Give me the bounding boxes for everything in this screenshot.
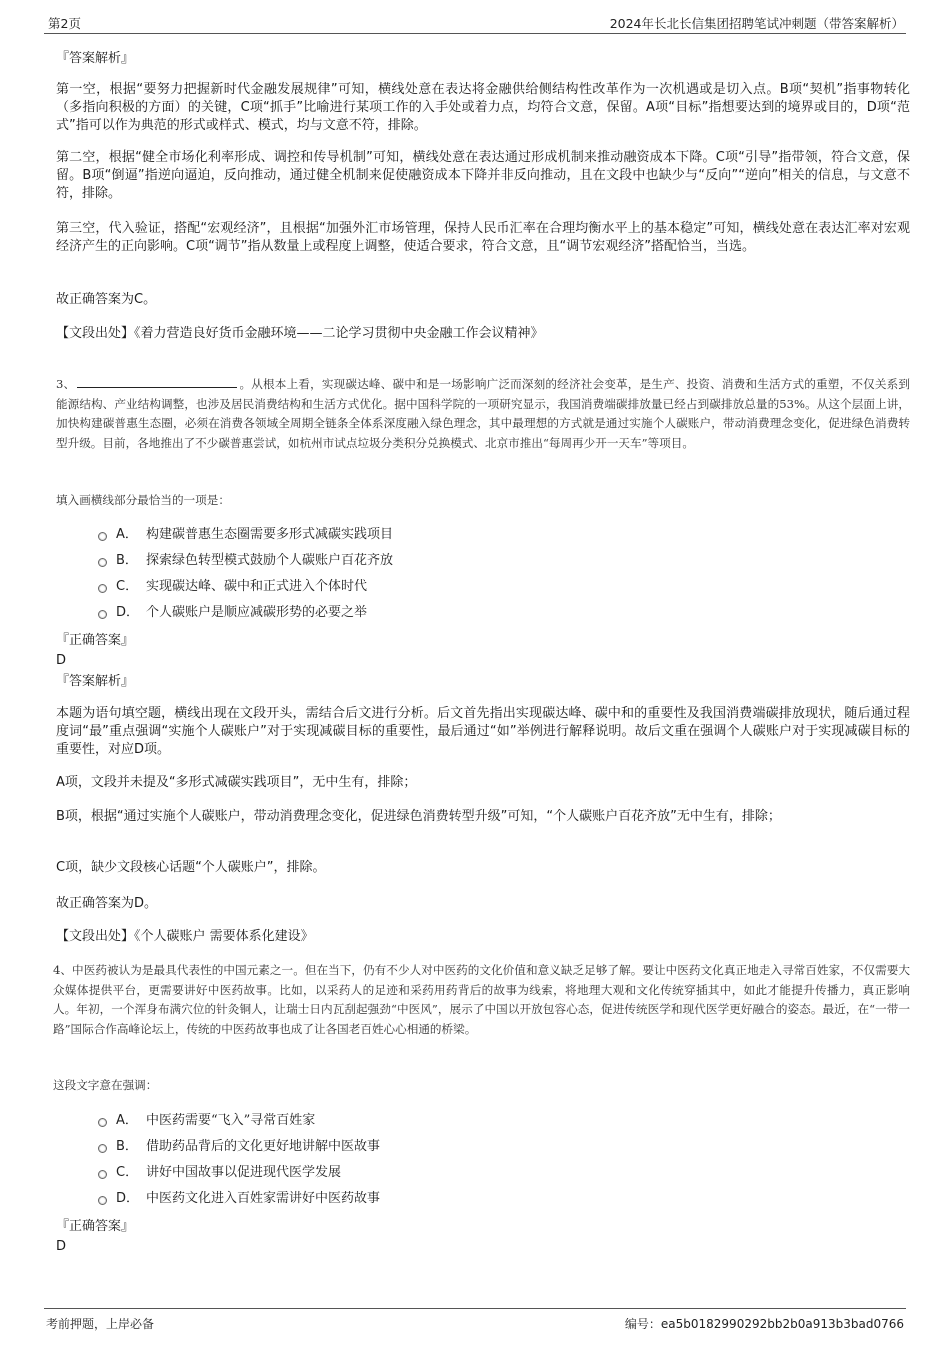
q3-stem-text: 。从根本上看，实现碳达峰、碳中和是一场影响广泛而深刻的经济社会变革，是生产、投资、消费和生活方式的重塑，不仅关系到能源结构、产业结构调整，也涉及居民消费结构和生活方式优化。据中国科学院的一项研究显示，我国消费端碳排放量已经占到碳排放总量的53%。从这个层面上讲，加快构建碳普惠生态圈，必须在消费各领域全周期全链条全体系深度融入绿色理念，其中最理想的方式就是通过实施个人碳账户，带动消费理念变化，促进绿色消费转型升级。目前，各地推出了不少碳普惠尝试，如杭州市试点垃圾分类积分兑换模式、北京市推出“每周再少开一天车”等项目。 bbox=[56, 377, 910, 450]
q3-prompt: 填入画横线部分最恰当的一项是： bbox=[56, 493, 230, 507]
radio-button-icon[interactable] bbox=[98, 532, 107, 541]
radio-button-icon[interactable] bbox=[98, 1118, 107, 1127]
q3-option-b[interactable] bbox=[56, 552, 910, 578]
radio-button-icon[interactable] bbox=[98, 1196, 107, 1205]
option-text: 探索绿色转型模式鼓励个人碳账户百花齐放 bbox=[146, 553, 394, 568]
q2-conclusion: 故正确答案为C。 bbox=[56, 292, 157, 307]
q4-answer-label: 『正确答案』 bbox=[56, 1219, 135, 1234]
document-title: 2024年长北长信集团招聘笔试冲刺题（带答案解析） bbox=[609, 16, 904, 31]
radio-button-icon[interactable] bbox=[98, 1144, 107, 1153]
radio-button-icon[interactable] bbox=[98, 610, 107, 619]
q3-analysis-para-4: C项，缺少文段核心话题“个人碳账户”，排除。 bbox=[56, 860, 326, 875]
q3-conclusion: 故正确答案为D。 bbox=[56, 896, 158, 911]
option-text: 借助药品背后的文化更好地讲解中医故事 bbox=[146, 1139, 381, 1154]
option-letter: A． bbox=[116, 527, 138, 542]
q3-answer-label: 『正确答案』 bbox=[56, 633, 135, 648]
radio-button-icon[interactable] bbox=[98, 1170, 107, 1179]
option-letter: B． bbox=[116, 1139, 138, 1154]
option-letter: A． bbox=[116, 1113, 138, 1128]
q3-stem bbox=[56, 374, 910, 453]
q2-analysis-para-2: 第二空，根据“健全市场化利率形成、调控和传导机制”可知，横线处意在表达通过形成机制来推动融资成本下降。C项“引导”指带领，符合文意，保留。B项“倒逼”指逆向逼迫，反向推动，通过健全机制来促使融资成本下降并非反向推动，且在文段中也缺少与“反向”“逆向”相关的信息，与文意不符，排除。 bbox=[56, 150, 910, 201]
option-text: 构建碳普惠生态圈需要多形式减碳实践项目 bbox=[146, 527, 394, 542]
q3-option-a[interactable] bbox=[56, 526, 910, 552]
option-text: 实现碳达峰、碳中和正式进入个体时代 bbox=[146, 579, 368, 594]
page-number: 第2页 bbox=[48, 16, 81, 31]
option-text: 讲好中国故事以促进现代医学发展 bbox=[146, 1165, 342, 1180]
q2-analysis-para-3: 第三空，代入验证，搭配“宏观经济”，且根据“加强外汇市场管理，保持人民币汇率在合理均衡水平上的基本稳定”可知，横线处意在表达汇率对宏观经济产生的正向影响。C项“调节”指从数量上或程度上调整，使适合要求，符合文意，且“调节宏观经济”搭配恰当，当选。 bbox=[56, 221, 910, 254]
document-id: 编号：ea5b0182990292bb2b0a913b3bad0766 bbox=[624, 1317, 904, 1331]
radio-button-icon[interactable] bbox=[98, 558, 107, 567]
q4-stem: 4、中医药被认为是最具代表性的中国元素之一。但在当下，仍有不少人对中医药的文化价值和意义缺乏足够了解。要让中医药文化真正地走入寻常百姓家，不仅需要大众媒体提供平台，更需要讲好中医药故事。比如，以采药人的足迹和采药用药背后的故事为线索，将地理大观和文化传统穿插其中，如此才能提升传播力，真正影响人。年初，一个浑身布满穴位的针灸铜人，让瑞士日内瓦刮起强劲“中医风”，展示了中国以开放包容心态，促进传统医学和现代医学更好融合的姿态。最近，在“一带一路”国际合作高峰论坛上，传统的中医药故事也成了让各国老百姓心心相通的桥梁。 bbox=[53, 963, 910, 1036]
q4-option-b[interactable] bbox=[56, 1138, 910, 1164]
q4-prompt: 这段文字意在强调： bbox=[53, 1078, 158, 1092]
q3-option-d[interactable] bbox=[56, 604, 910, 630]
q4-options bbox=[56, 1112, 910, 1216]
q3-blank-line bbox=[77, 374, 237, 388]
q3-options bbox=[56, 526, 910, 630]
q4-option-a[interactable] bbox=[56, 1112, 910, 1138]
q3-answer: D bbox=[56, 653, 67, 668]
radio-button-icon[interactable] bbox=[98, 584, 107, 593]
q4-answer: D bbox=[56, 1239, 67, 1254]
q2-analysis-para-1: 第一空，根据“要努力把握新时代金融发展规律”可知，横线处意在表达将金融供给侧结构性改革作为一次机遇或是切入点。B项“契机”指事物转化（多指向积极的方面）的关键，C项“抓手”比喻进行某项工作的入手处或着力点，均符合文意，保留。A项“目标”指想要达到的境界或目的，D项“范式”指可以作为典范的形式或样式、模式，均与文意不符，排除。 bbox=[56, 82, 910, 133]
q4-option-c[interactable] bbox=[56, 1164, 910, 1190]
q3-analysis-para-1: 本题为语句填空题，横线出现在文段开头，需结合后文进行分析。后文首先指出实现碳达峰、碳中和的重要性及我国消费端碳排放现状，随后通过程度词“最”重点强调“实施个人碳账户”对于实现减碳目标的重要性，最后通过“如”举例进行解释说明。故后文重在强调个人碳账户对于实现减碳目标的重要性，对应D项。 bbox=[56, 706, 910, 757]
q2-analysis-label: 『答案解析』 bbox=[56, 51, 135, 66]
q3-analysis-para-2: A项，文段并未提及“多形式减碳实践项目”，无中生有，排除； bbox=[56, 775, 417, 790]
option-letter: C． bbox=[116, 579, 139, 594]
q3-analysis-para-3: B项，根据“通过实施个人碳账户，带动消费理念变化，促进绿色消费转型升级”可知，“个人碳账户百花齐放”无中生有，排除； bbox=[56, 809, 781, 824]
option-letter: D． bbox=[116, 605, 140, 620]
option-text: 中医药文化进入百姓家需讲好中医药故事 bbox=[146, 1191, 381, 1206]
q4-option-d[interactable] bbox=[56, 1190, 910, 1216]
q3-option-c[interactable] bbox=[56, 578, 910, 604]
footer-slogan: 考前押题，上岸必备 bbox=[46, 1317, 155, 1331]
option-letter: C． bbox=[116, 1165, 139, 1180]
q3-number: 3、 bbox=[56, 377, 76, 391]
q3-source: 【文段出处】《个人碳账户 需要体系化建设》 bbox=[56, 929, 314, 944]
q3-analysis-label: 『答案解析』 bbox=[56, 674, 135, 689]
option-text: 个人碳账户是顺应减碳形势的必要之举 bbox=[146, 605, 368, 620]
option-text: 中医药需要“飞入”寻常百姓家 bbox=[146, 1113, 316, 1128]
page-footer bbox=[44, 1308, 906, 1331]
option-letter: B． bbox=[116, 553, 138, 568]
option-letter: D． bbox=[116, 1191, 140, 1206]
q2-source: 【文段出处】《着力营造良好货币金融环境——二论学习贯彻中央金融工作会议精神》 bbox=[56, 326, 544, 341]
page-header bbox=[44, 11, 906, 34]
